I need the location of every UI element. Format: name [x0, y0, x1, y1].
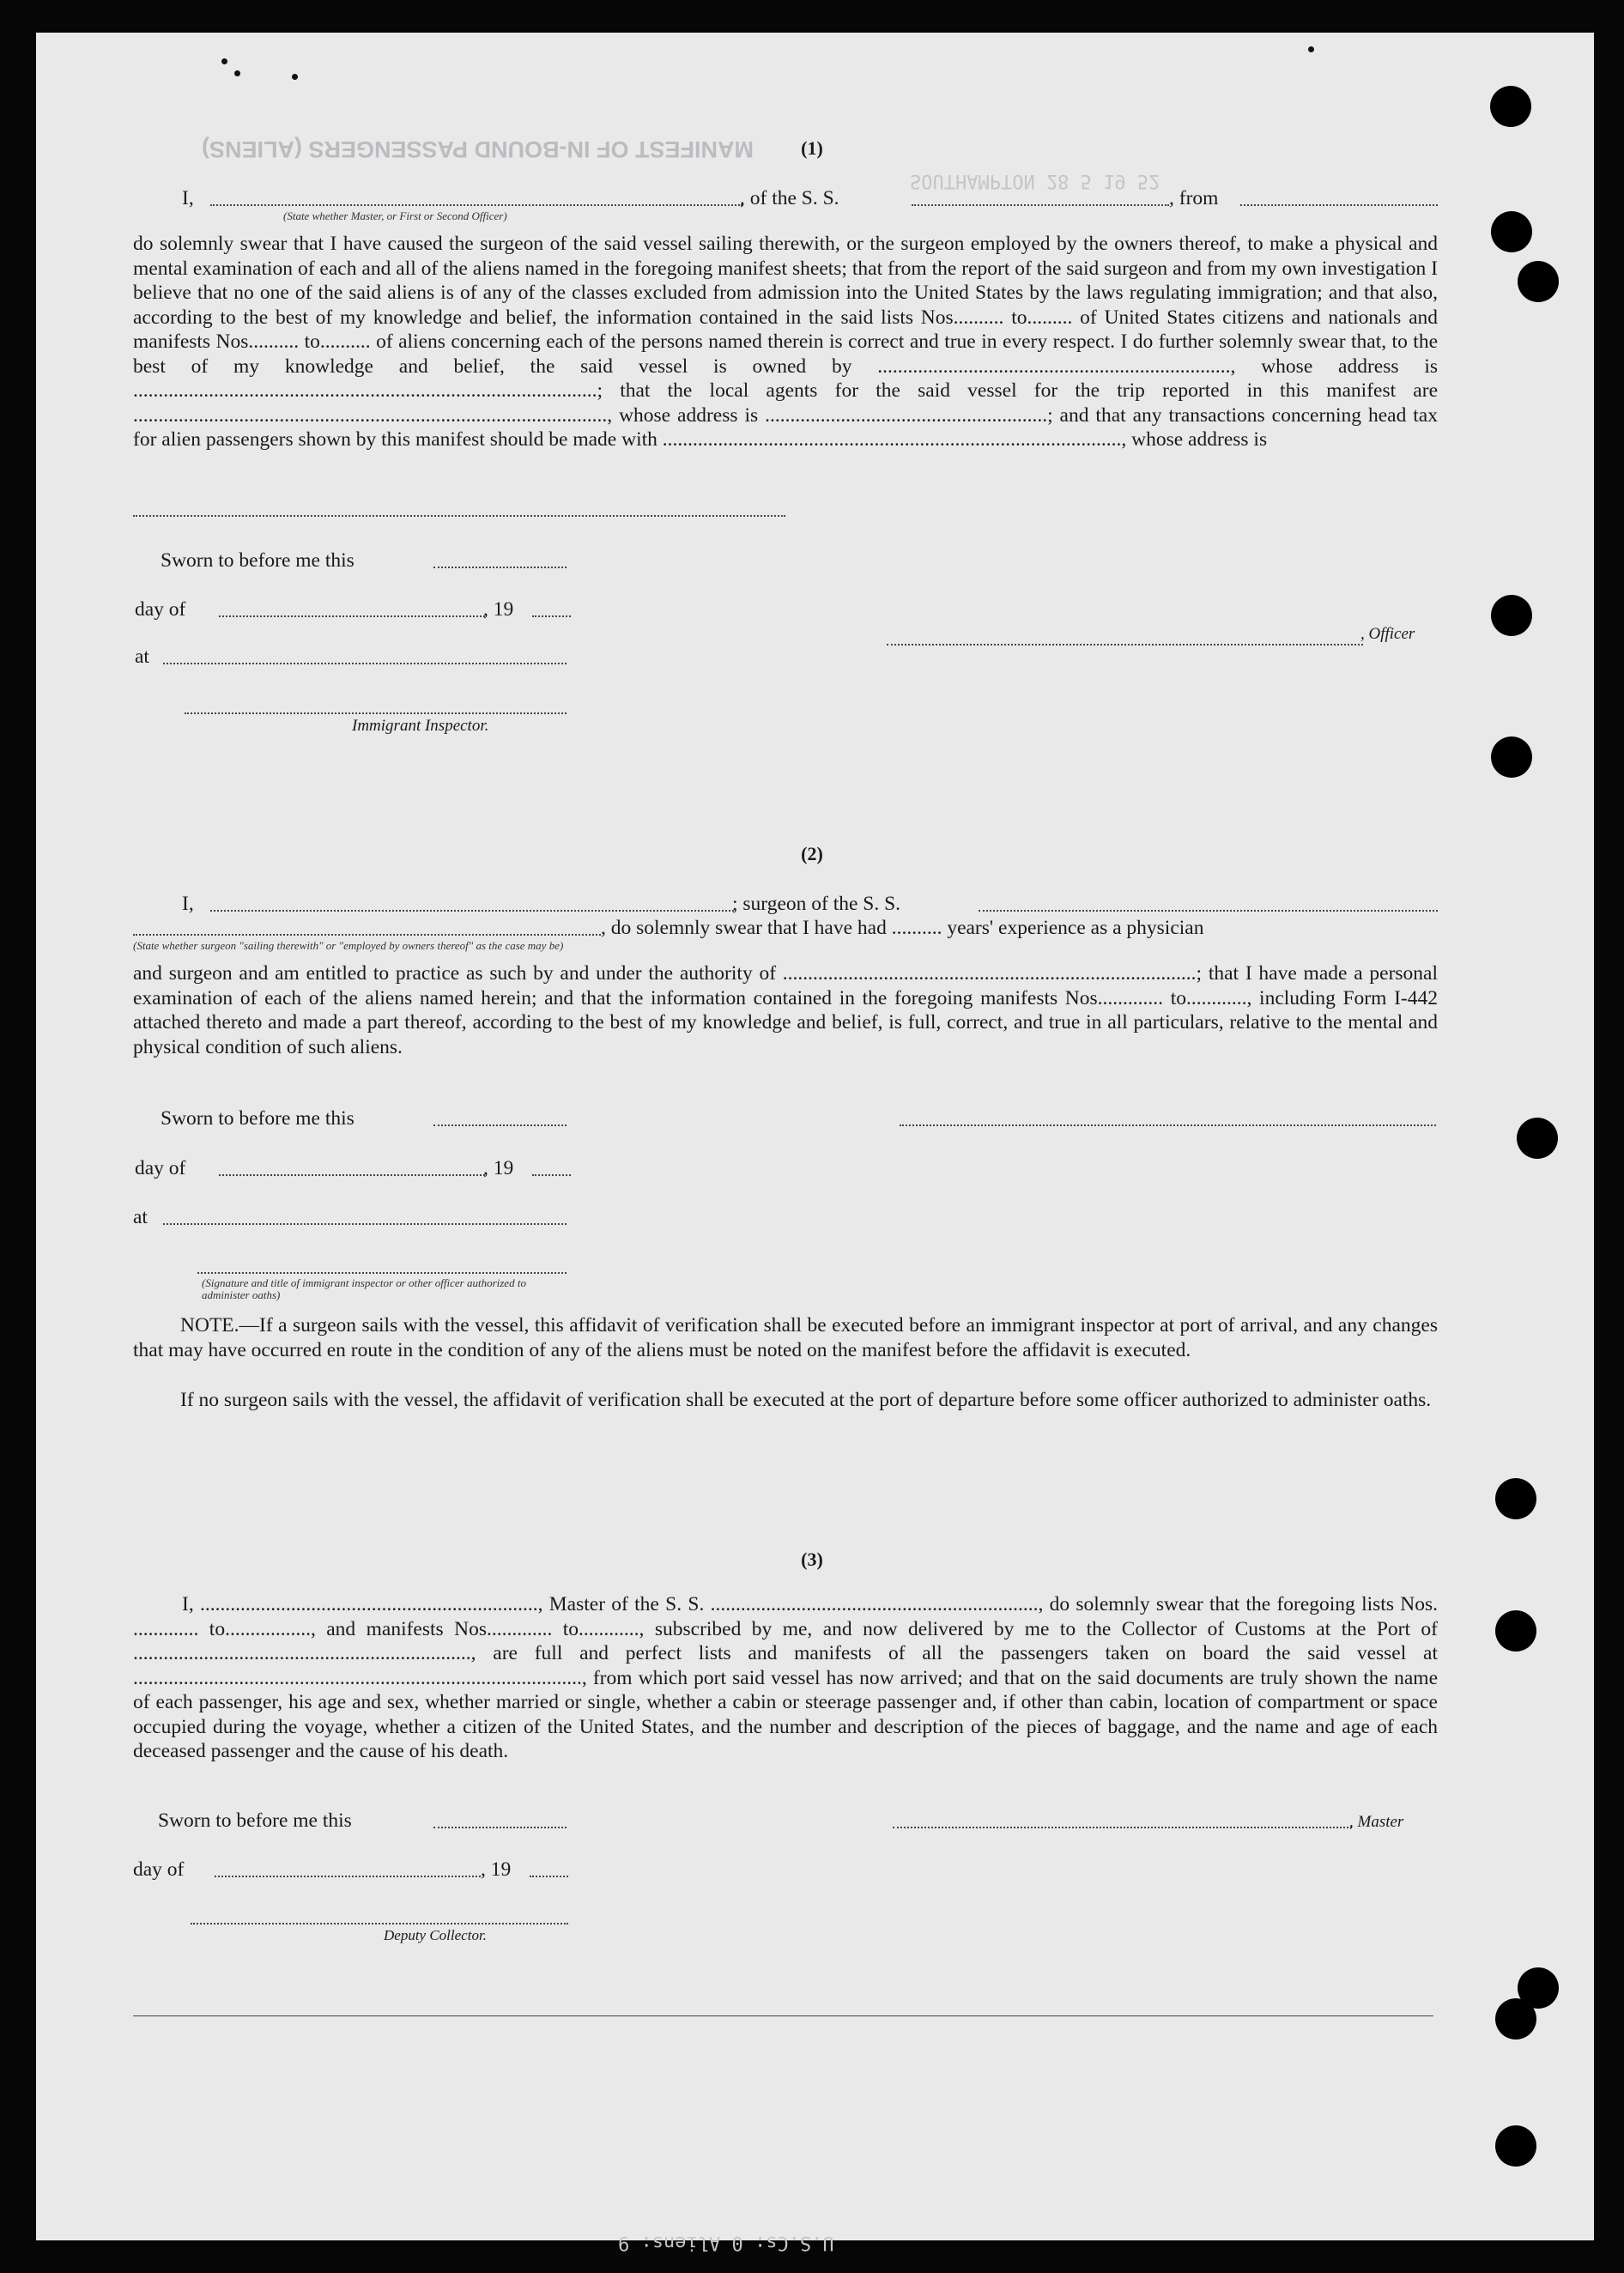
section-3-heading: (3)	[801, 1549, 823, 1570]
s2-note-text: —If a surgeon sails with the vessel, this affidavit of verification shall be executed before an immigrant inspector at port of arrival, and any changes that may have occurred en route in the condition of any of the aliens must be noted on the manifest before the affidavit is executed.	[133, 1314, 1438, 1361]
s3-master-line	[893, 1827, 1352, 1828]
s2-day-line	[219, 1174, 485, 1176]
s3-day-label: day of	[133, 1858, 185, 1881]
s2-sig-caption: (Signature and title of immigrant inspector or other officer authorized to administer oaths)	[202, 1276, 526, 1301]
s3-day-line	[215, 1876, 481, 1877]
s3-year-label: , 19	[481, 1858, 512, 1881]
punch-hole	[1517, 1118, 1558, 1159]
s2-vessel-line	[979, 910, 1438, 912]
punch-hole	[1491, 736, 1532, 778]
s1-i-label: I,	[182, 187, 194, 209]
bleed-through-title: MANIFEST OF IN-BOUND PASSENGERS (ALIENS)	[202, 136, 754, 162]
s1-year-line	[532, 615, 571, 617]
s2-sig-line	[197, 1272, 567, 1274]
s1-inspector-label: Immigrant Inspector.	[352, 717, 489, 735]
s2-surgeon-label: ; surgeon of the S. S.	[732, 893, 901, 915]
ink-speck	[292, 74, 298, 80]
s1-officer-caption: (State whether Master, or First or Second Officer)	[283, 209, 507, 222]
s1-from-line	[1240, 204, 1438, 206]
s1-sworn-label: Sworn to before me this	[161, 549, 354, 572]
ink-speck	[234, 70, 240, 76]
s2-note-2: If no surgeon sails with the vessel, the affidavit of verification shall be executed at the port of departure before some officer authorized to administer oaths.	[180, 1389, 1432, 1411]
section-1-heading: (1)	[801, 137, 823, 159]
s2-name-line	[210, 910, 734, 912]
s3-oath-body: I, ..................................................................., Master of the S. S. ................................................................., do solemnly swear that the foregoing lists Nos. ............. to................., and manifests Nos............. to............, subscribed by me, and now delivered by me to the Collector of Customs at the Port of ..................................................................., are full and perfect lists and manifests of all the passengers taken on board the said vessel at ........................................................................................., from which port said vessel has now arrived; and that on the said documents are truly shown the name of each passenger, his age and sex, whether married or single, whether a cabin or steerage passenger and, if other than cabin, location of compartment or space occupied during the voyage, whether a citizen of the United States, and the number and description of the pieces of baggage, and the name and age of each deceased passenger and the cause of his death.	[133, 1593, 1438, 1762]
punch-hole	[1491, 211, 1532, 252]
s2-year-line	[532, 1174, 571, 1176]
s2-status-caption: (State whether surgeon "sailing therewith" or "employed by owners thereof" as the case may be)	[133, 939, 564, 952]
bottom-rule	[133, 2015, 1433, 2016]
ink-speck	[1308, 46, 1314, 52]
s2-note	[133, 1313, 1438, 1362]
bleed-through-row: SOUTHAMPTON 28 5 19 52	[910, 170, 1160, 191]
s1-address-line	[133, 515, 785, 517]
s2-at-line	[163, 1223, 567, 1225]
s1-inspector-line	[185, 712, 567, 714]
punch-hole	[1518, 261, 1559, 302]
s3-collector-line	[191, 1923, 568, 1924]
ink-speck	[221, 58, 227, 64]
s1-vessel-line	[912, 204, 1169, 206]
s1-of-ss-label: , of the S. S.	[740, 187, 839, 209]
s3-sworn-label: Sworn to before me this	[158, 1809, 352, 1832]
bleed-through-footer: U.S.Cs: 0 Aliens: 9	[618, 2232, 834, 2253]
s2-i-label: I,	[182, 893, 194, 915]
s3-collector-label: Deputy Collector.	[384, 1927, 487, 1943]
s2-surgeon-sign-line	[900, 1124, 1436, 1126]
punch-hole	[1490, 86, 1531, 127]
s2-status-line	[133, 934, 601, 936]
s2-sworn-line	[433, 1124, 567, 1126]
s1-at-line	[163, 663, 567, 664]
s1-from-label: , from	[1169, 187, 1219, 209]
s1-at-label: at	[135, 646, 149, 668]
s2-day-label: day of	[135, 1157, 186, 1179]
s2-at-label: at	[133, 1206, 148, 1228]
punch-hole	[1495, 1478, 1536, 1519]
s1-oath-body: do solemnly swear that I have caused the surgeon of the said vessel sailing therewith, or the surgeon employed by the owners thereof, to make a physical and mental examination of each and all of the aliens named in the foregoing manifest sheets; that from the report of the said surgeon and from my own investigation I believe that no one of the said aliens is of any of the classes excluded from admission into the United States by the laws regulating immigration; and that also, according to the best of my knowledge and belief, the information contained in the said lists Nos.......... to......... of United States citizens and nationals and manifests Nos.......... to.......... of aliens concerning each of the persons named therein is correct and true in every respect. I do further solemnly swear that, to the best of my knowledge and belief, the said vessel is owned by ......................................................................, whose address is ............................................................................................; that the local agents for the said vessel for the trip reported in this manifest are .............................................................................................., whose address is ........................................................; and that any transactions concerning head tax for alien passengers shown by this manifest should be made with ..........................................................................................., whose address is	[133, 233, 1438, 451]
s1-day-label: day of	[135, 598, 186, 621]
section-2-heading: (2)	[801, 843, 823, 864]
s3-sworn-line	[433, 1827, 567, 1828]
punch-hole	[1495, 2125, 1536, 2167]
s2-oath-body: and surgeon and am entitled to practice as such by and under the authority of ..................................................................................; that I have made a personal examination of each of the aliens named herein; and that the information contained in the foregoing manifests Nos............. to............, including Form I-442 attached thereto and made a part thereof, according to the best of my knowledge and belief, is full, correct, and true in all particulars, relative to the mental and physical condition of such aliens.	[133, 962, 1438, 1058]
punch-hole	[1495, 1610, 1536, 1652]
s2-note-label: NOTE.	[180, 1314, 239, 1337]
punch-hole	[1495, 1998, 1536, 2040]
s1-day-line	[219, 615, 485, 617]
punch-hole	[1491, 595, 1532, 636]
s1-officer-label: , Officer	[1360, 625, 1415, 643]
s2-sworn-label: Sworn to before me this	[161, 1107, 354, 1130]
s1-sworn-line	[433, 567, 567, 568]
s1-name-line	[210, 204, 742, 206]
s3-master-label: , Master	[1349, 1813, 1404, 1831]
s3-year-line	[530, 1876, 568, 1877]
s2-year-label: , 19	[483, 1157, 514, 1179]
s1-year-label: , 19	[483, 598, 514, 621]
s2-experience-text: , do solemnly swear that I have had .......... years' experience as a physician	[601, 917, 1204, 939]
s1-officer-line	[887, 644, 1363, 646]
